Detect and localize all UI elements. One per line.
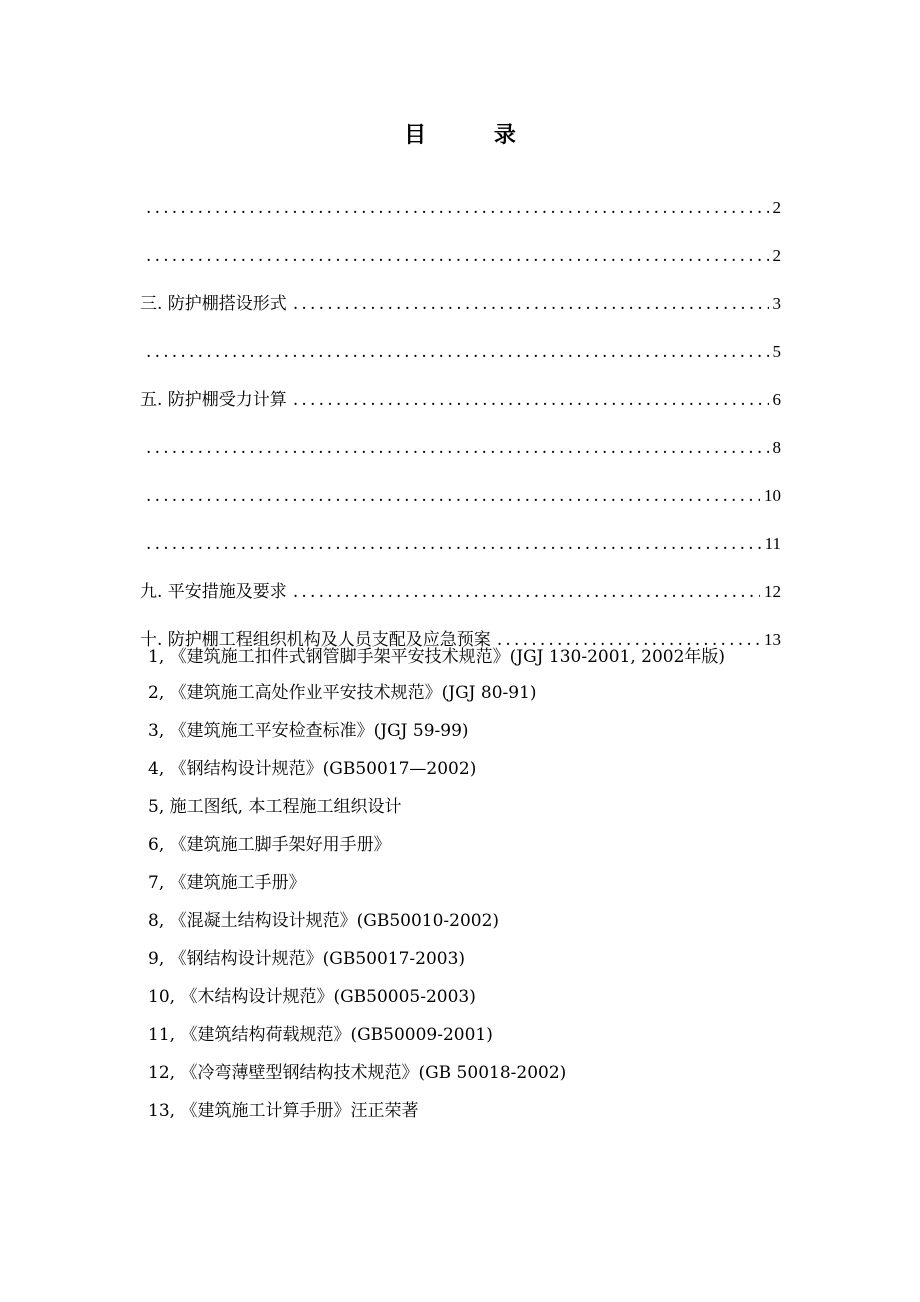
reference-text: 《钢结构设计规范》(GB50017—2002) — [169, 759, 477, 779]
reference-number: 3, — [148, 721, 165, 741]
toc-leader-dots — [146, 436, 769, 460]
reference-item — [140, 830, 781, 860]
toc-leader-dots — [146, 532, 761, 556]
reference-text: 《建筑施工平安检查标准》(JGJ 59-99) — [169, 721, 469, 741]
reference-text: 《木结构设计规范》(GB50005-2003) — [180, 987, 476, 1007]
toc-leader-dots — [146, 340, 769, 364]
toc-page-number: 6 — [772, 390, 781, 409]
reference-text: 《建筑施工计算手册》汪正荣著 — [180, 1101, 419, 1121]
toc-entry-label: 三. 防护棚搭设形式 — [140, 294, 287, 314]
reference-number: 8, — [148, 911, 165, 931]
reference-number: 7, — [148, 873, 165, 893]
toc-entry[interactable] — [140, 364, 781, 412]
toc-leader-dots — [293, 580, 760, 604]
reference-number: 9, — [148, 949, 165, 969]
reference-item — [140, 868, 781, 898]
reference-number: 11, — [148, 1025, 176, 1045]
toc-entry[interactable] — [140, 220, 781, 268]
reference-text: 《混凝土结构设计规范》(GB50010-2002) — [169, 911, 500, 931]
reference-text: 《建筑施工脚手架好用手册》 — [169, 835, 391, 855]
reference-text: 施工图纸, 本工程施工组织设计 — [169, 797, 402, 817]
reference-number: 5, — [148, 797, 165, 817]
toc-leader-dots — [293, 292, 769, 316]
toc-leader-dots — [146, 196, 769, 220]
toc-entry-label: 十. 防护棚工程组织机构及人员支配及应急预案 — [140, 630, 491, 650]
reference-text: 《钢结构设计规范》(GB50017-2003) — [169, 949, 466, 969]
reference-number: 6, — [148, 835, 165, 855]
reference-item — [140, 1058, 781, 1088]
toc-page-number: 12 — [764, 582, 781, 601]
reference-number: 12, — [148, 1063, 176, 1083]
toc-page-number: 11 — [764, 534, 781, 553]
reference-number: 10, — [148, 987, 176, 1007]
reference-text: 《建筑结构荷载规范》(GB50009-2001) — [180, 1025, 493, 1045]
reference-text: 《冷弯薄壁型钢结构技术规范》(GB 50018-2002) — [180, 1063, 567, 1083]
reference-number: 1, — [148, 647, 165, 667]
toc-entry[interactable] — [140, 460, 781, 508]
reference-item — [140, 982, 781, 1012]
toc-page-number: 8 — [772, 438, 781, 457]
reference-number: 13, — [148, 1101, 176, 1121]
reference-text: 《建筑施工扣件式钢管脚手架平安技术规范》(JGJ 130-2001, 2002年版) — [169, 647, 726, 667]
toc-page-number: 13 — [764, 630, 781, 649]
reference-item — [140, 640, 781, 674]
reference-number: 4, — [148, 759, 165, 779]
toc-entry[interactable] — [140, 172, 781, 220]
toc-entry-label: 九. 平安措施及要求 — [140, 582, 287, 602]
toc-page-number: 2 — [772, 198, 781, 217]
toc-page-number: 3 — [772, 294, 781, 313]
reference-number: 2, — [148, 683, 165, 703]
toc-leader-dots — [146, 484, 760, 508]
toc-entry[interactable] — [140, 268, 781, 316]
toc-page-number: 2 — [772, 246, 781, 265]
reference-item — [140, 1020, 781, 1050]
document-title: 目 录 — [404, 122, 546, 148]
reference-item — [140, 678, 781, 708]
reference-text: 《建筑施工高处作业平安技术规范》(JGJ 80-91) — [169, 683, 537, 703]
toc-page-number: 5 — [772, 342, 781, 361]
toc-page-number: 10 — [764, 486, 781, 505]
reference-text: 《建筑施工手册》 — [169, 873, 306, 893]
toc-leader-dots — [293, 388, 769, 412]
toc-entry[interactable] — [140, 508, 781, 556]
reference-item — [140, 792, 781, 822]
table-of-contents — [140, 172, 781, 652]
reference-item — [140, 944, 781, 974]
reference-list — [140, 640, 781, 1134]
reference-item — [140, 754, 781, 784]
toc-entry-label: 五. 防护棚受力计算 — [140, 390, 287, 410]
toc-entry[interactable] — [140, 412, 781, 460]
reference-item — [140, 716, 781, 746]
toc-entry[interactable] — [140, 556, 781, 604]
reference-item — [140, 906, 781, 936]
reference-item — [140, 1096, 781, 1126]
toc-entry[interactable] — [140, 316, 781, 364]
toc-leader-dots — [146, 244, 769, 268]
